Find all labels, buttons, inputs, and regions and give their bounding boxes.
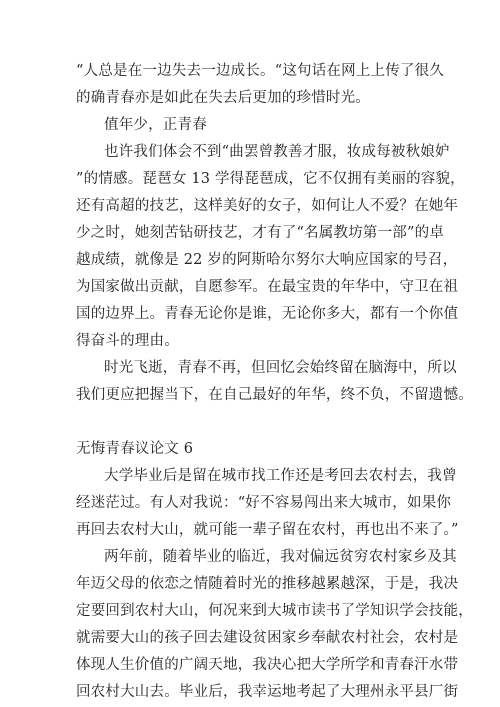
paragraph xyxy=(76,58,445,112)
text-line: 定要回到农村大山，何况来到大城市读书了学知识学会技能， xyxy=(76,603,473,619)
text-line: 回农村大山去。毕业后，我幸运地考起了大理州永平县厂街 xyxy=(76,684,459,700)
text-line: 的确青春亦是如此在失去后更加的珍惜时光。 xyxy=(76,90,370,106)
blank-line xyxy=(76,409,432,436)
paragraph xyxy=(76,463,459,544)
text-line: 值年少，正青春 xyxy=(104,117,207,133)
text-line: “人总是在一边失去一边成长。“这句话在网上上传了很久 xyxy=(76,63,445,79)
text-line: 体现人生价值的广阔天地，我决心把大学所学和青春汗水带 xyxy=(76,657,459,673)
text-line: 少之时，她刻苦钻研技艺，才有了“名属教坊第一部”的卓 xyxy=(76,225,445,241)
text-line: 大学毕业后是留在城市找工作还是考回去农村去，我曾 xyxy=(104,468,457,484)
text-line: ”的情感。琵琶女 13 学得琵琶成，它不仅拥有美丽的容貌， xyxy=(76,171,465,187)
text-line: 年迈父母的依恋之情随着时光的推移越累越深，于是，我决 xyxy=(76,576,459,592)
document-page xyxy=(76,58,473,706)
section-title: 无悔青春议论文 6 xyxy=(76,441,194,457)
paragraph xyxy=(76,355,473,409)
text-line: 得奋斗的理由。 xyxy=(76,333,179,349)
text-line: 时光飞逝，青春不再，但回忆会始终留在脑海中，所以 xyxy=(104,360,457,376)
text-line: 经迷茫过。有人对我说：“好不容易闯出来大城市，如果你 xyxy=(76,495,452,511)
paragraph xyxy=(76,544,473,706)
text-line: 两年前，随着毕业的临近，我对偏远贫穷农村家乡及其 xyxy=(104,549,457,565)
text-line: 为国家做出贡献，自愿参军。在最宝贵的年华中，守卫在祖 xyxy=(76,279,459,295)
paragraph xyxy=(76,139,465,355)
text-line: 还有高超的技艺，这样美好的女子，如何让人不爱？在她年 xyxy=(76,198,459,214)
text-line: 也许我们体会不到“曲罢曾教善才服，妆成每被秋娘妒 xyxy=(104,144,450,160)
text-line: 我们更应把握当下，在自己最好的年华，终不负，不留遗憾。 xyxy=(76,387,473,403)
paragraph xyxy=(76,112,432,139)
text-line: 再回去农村大山，就可能一辈子留在农村，再也出不来了。” xyxy=(76,522,459,538)
text-line: 就需要大山的孩子回去建设贫困家乡奉献农村社会，农村是 xyxy=(76,630,459,646)
text-line: 越成绩，就像是 22 岁的阿斯哈尔努尔大响应国家的号召， xyxy=(76,252,458,268)
text-line: 国的边界上。青春无论你是谁，无论你多大，都有一个你值 xyxy=(76,306,459,322)
